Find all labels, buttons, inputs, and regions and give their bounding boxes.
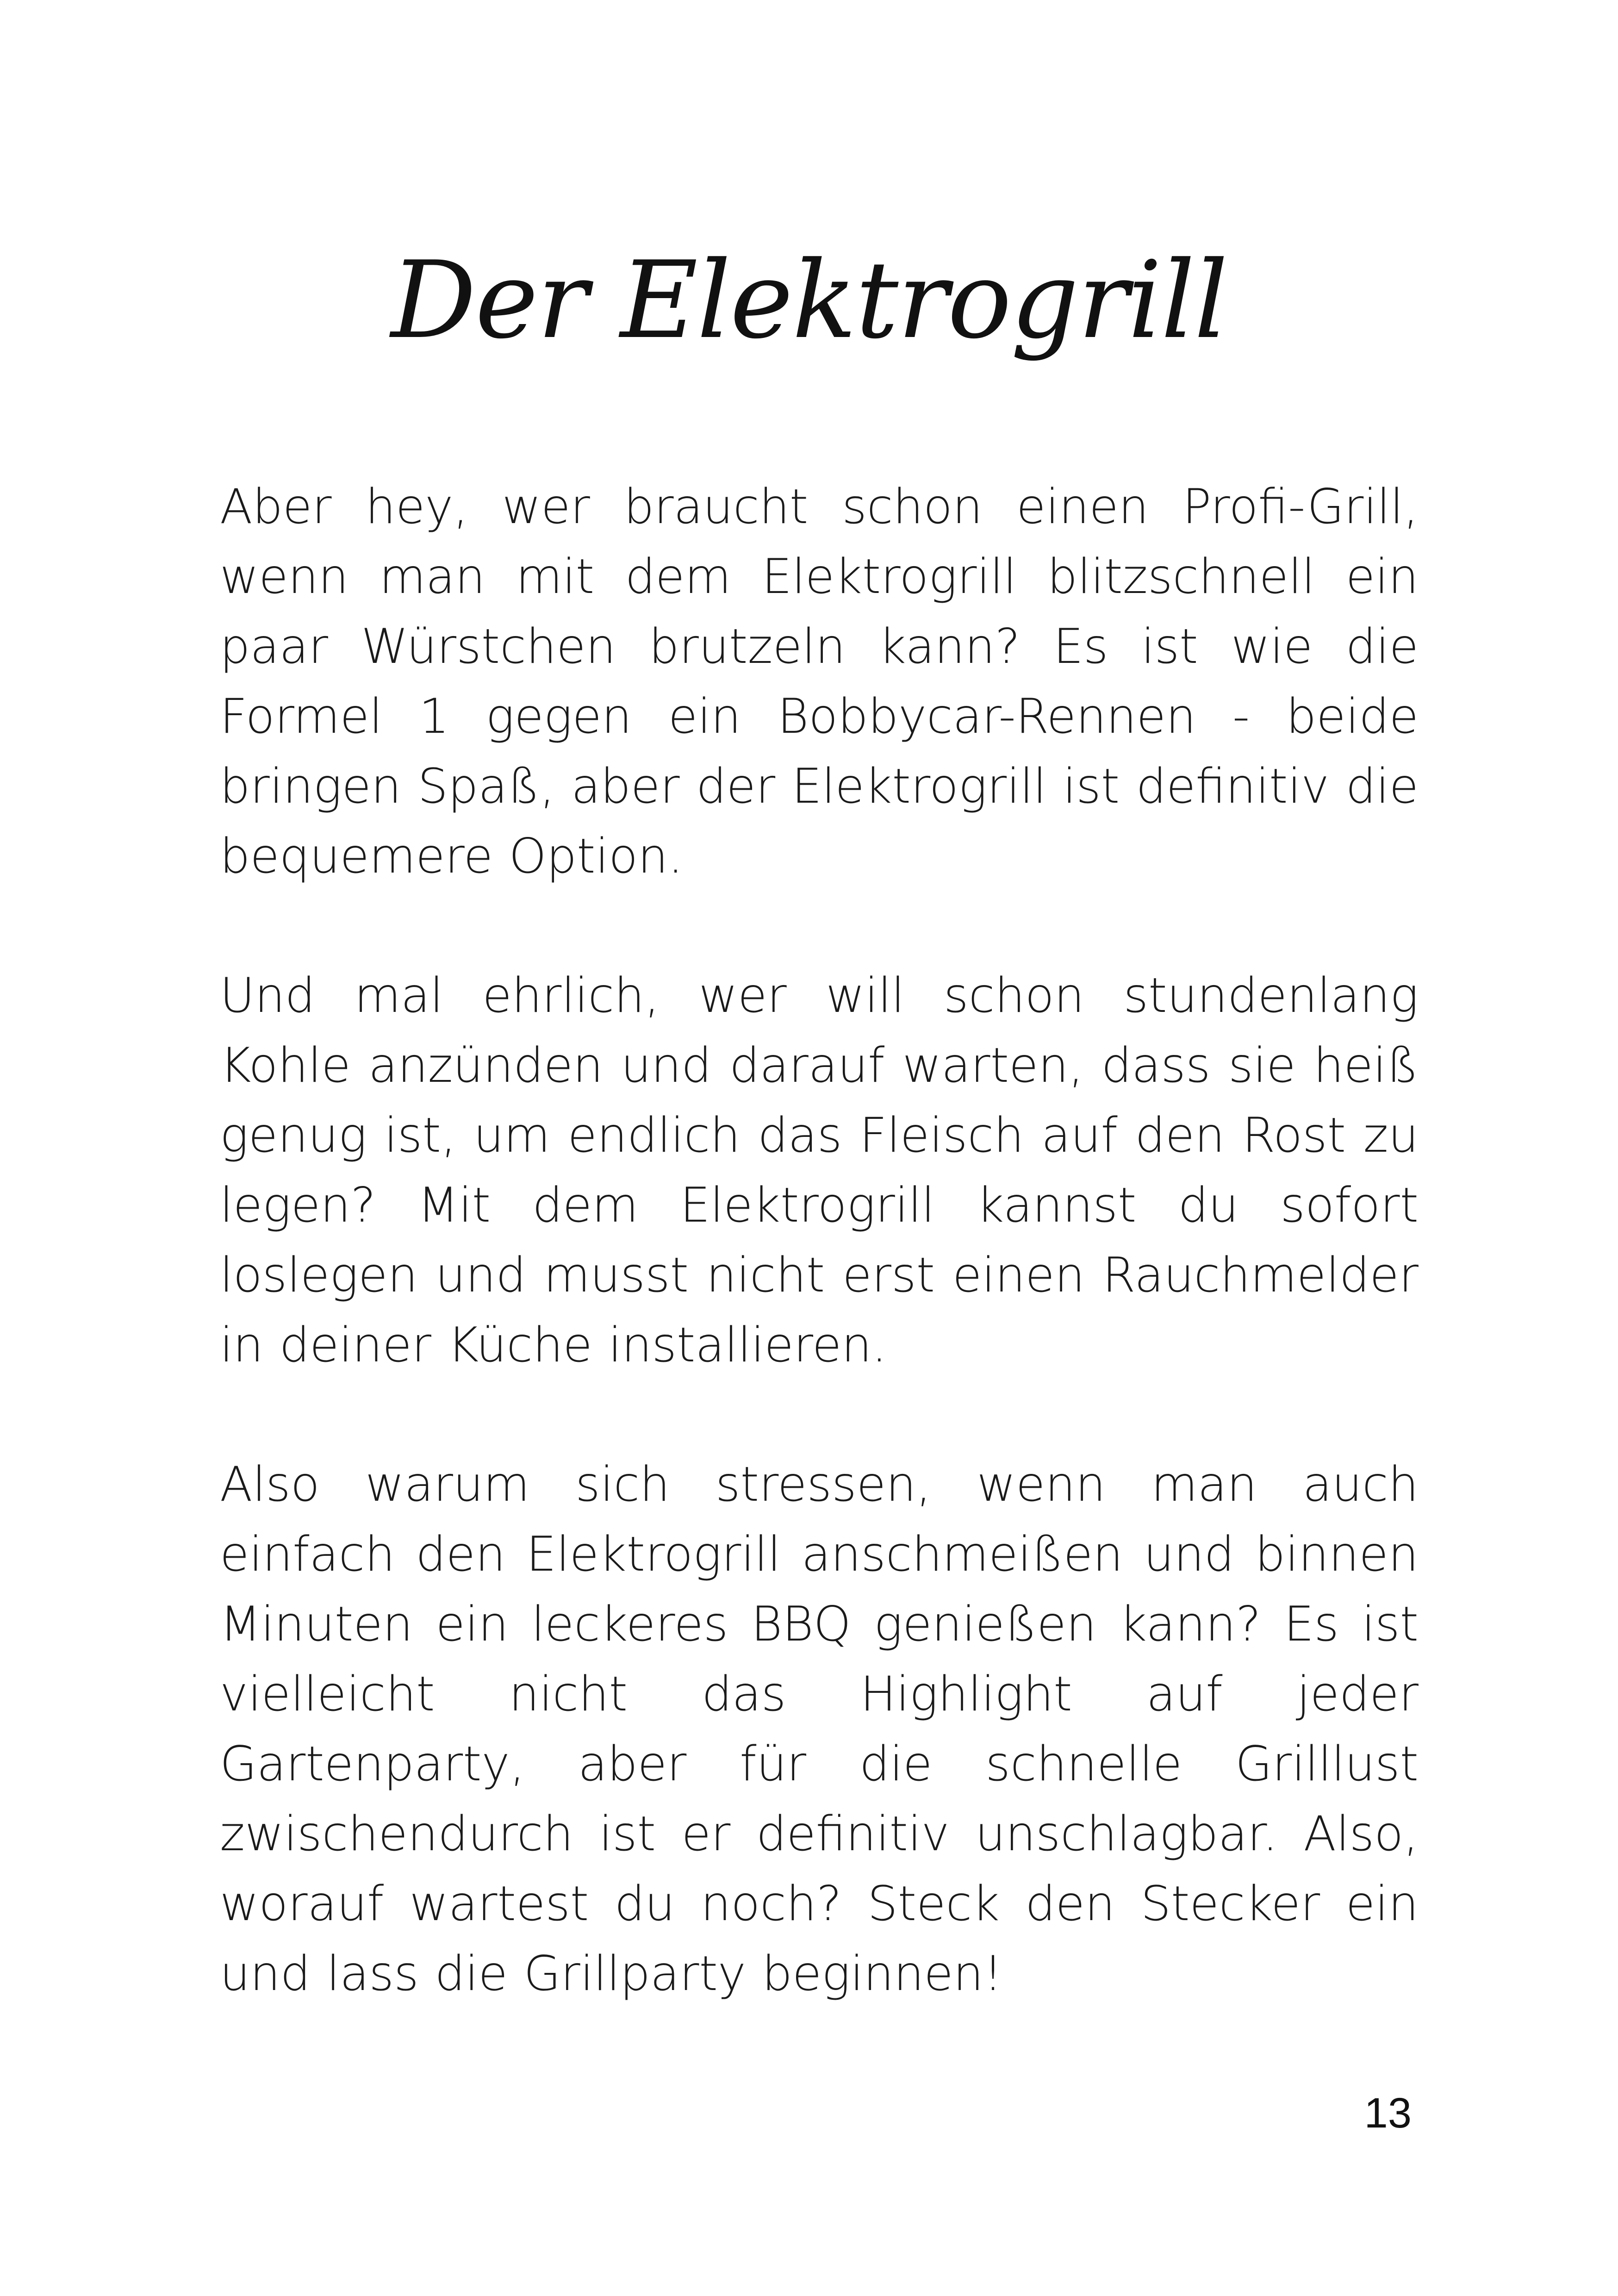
paragraph-3: Also warum sich stressen, wenn man auch einfach den Elektrogrill anschmeißen und binnen Minuten ein leckeres BBQ genießen kann? Es ist vielleicht nicht das Highlight auf jeder Gartenparty, aber für die schnelle Grilllust zwischendurch ist er definitiv unschlagbar. Also, worauf wartest du noch? Steck den Stecker ein und lass die Grillparty beginnen!	[220, 1457, 1419, 2002]
paragraph-2: Und mal ehrlich, wer will schon stundenlang Kohle anzünden und darauf warten, dass sie heiß genug ist, um endlich das Fleisch auf den Rost zu legen? Mit dem Elektrogrill kannst du sofort loslegen und musst nicht erst einen Rauchmelder in deiner Küche installieren.	[220, 968, 1419, 1373]
paragraph-1: Aber hey, wer braucht schon einen Profi-Grill, wenn man mit dem Elektrogrill blitzschnell ein paar Würstchen brutzeln kann? Es ist wie die Formel 1 gegen ein Bobbycar-Rennen - beide bringen Spaß, aber der Elektrogrill ist definitiv die bequemere Option.	[220, 479, 1419, 884]
body-text	[220, 472, 1419, 2078]
page-title: Der Elektrogrill	[391, 239, 1227, 362]
page-number: 13	[1364, 2090, 1412, 2137]
